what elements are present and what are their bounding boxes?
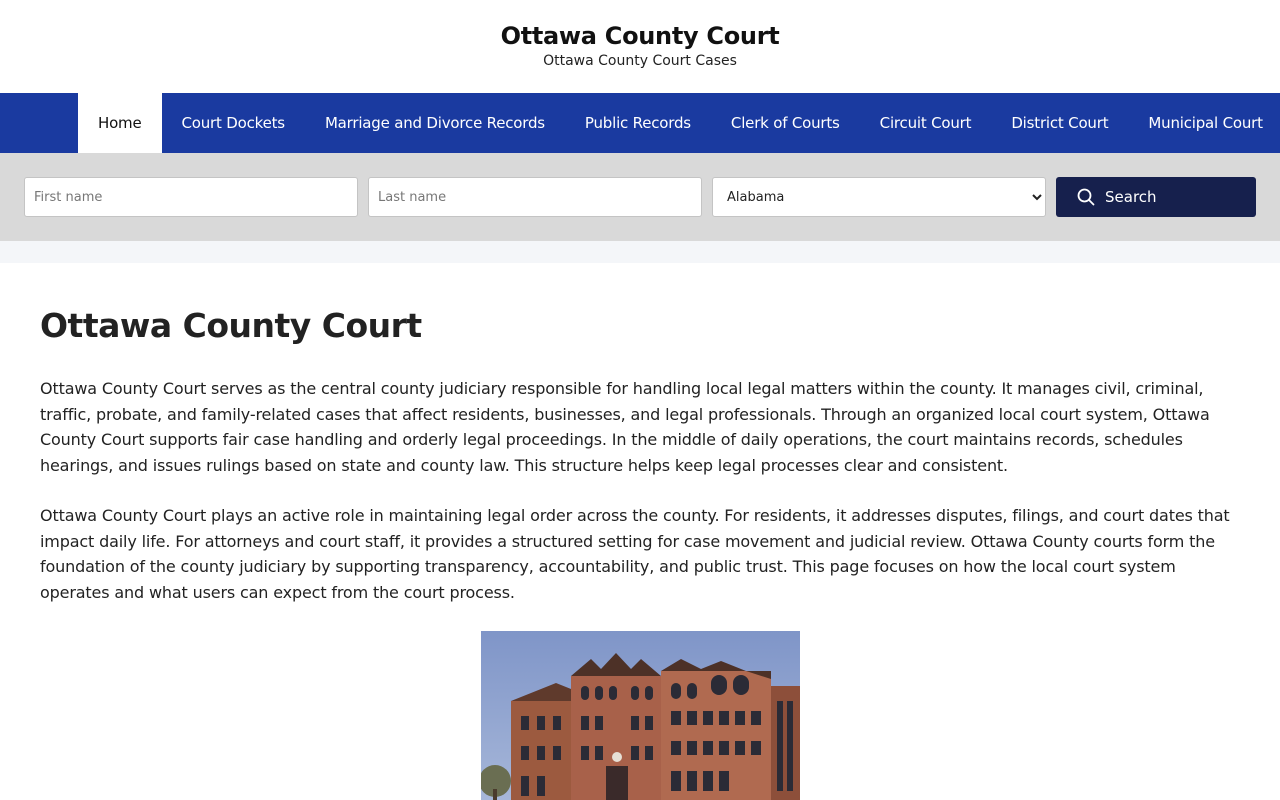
nav-item-marriage-divorce-records[interactable]: Marriage and Divorce Records <box>324 114 545 132</box>
nav-item-municipal-court[interactable]: Municipal Court <box>1148 114 1263 132</box>
first-name-input[interactable] <box>24 177 358 217</box>
nav-item-district-court[interactable]: District Court <box>1011 114 1109 132</box>
state-select[interactable] <box>712 177 1046 217</box>
nav-item-home[interactable]: Home <box>78 93 162 153</box>
main-content <box>0 306 1280 800</box>
page-title: Ottawa County Court <box>40 306 422 345</box>
main-nav <box>0 93 1280 153</box>
search-bar <box>0 153 1280 241</box>
role-paragraph: Ottawa County Court plays an active role in maintaining legal order across the county. For residents, it addresses disputes, filings, and court dates that impact daily life. For attorneys and court staff, it provides a structured setting for case movement and judicial review. Ottawa County courts form the foundation of the county judiciary by supporting transparency, accountability, and public trust. This page focuses on how the local court system operates and what users can expect from the court process. <box>40 506 1230 602</box>
intro-paragraph: Ottawa County Court serves as the central county judiciary responsible for handling local legal matters within the county. It manages civil, criminal, traffic, probate, and family-related cases that affect residents, businesses, and legal professionals. Through an organized local court system, Ottawa County Court supports fair case handling and orderly legal proceedings. In the middle of daily operations, the court maintains records, schedules hearings, and issues rulings based on state and county law. This structure helps keep legal processes clear and consistent. <box>40 379 1210 475</box>
courthouse-image <box>481 631 800 800</box>
nav-item-clerk-of-courts[interactable]: Clerk of Courts <box>730 114 840 132</box>
nav-item-public-records[interactable]: Public Records <box>584 114 691 132</box>
nav-item-circuit-court[interactable]: Circuit Court <box>879 114 972 132</box>
search-button-label: Search <box>1105 188 1157 206</box>
nav-item-court-dockets[interactable]: Court Dockets <box>181 114 285 132</box>
site-header <box>0 0 1280 93</box>
site-subtitle: Ottawa County Court Cases <box>543 53 737 69</box>
search-icon <box>1077 188 1095 206</box>
search-button[interactable] <box>1056 177 1256 217</box>
site-title[interactable]: Ottawa County Court <box>500 22 780 50</box>
last-name-input[interactable] <box>368 177 702 217</box>
section-divider <box>0 241 1280 263</box>
